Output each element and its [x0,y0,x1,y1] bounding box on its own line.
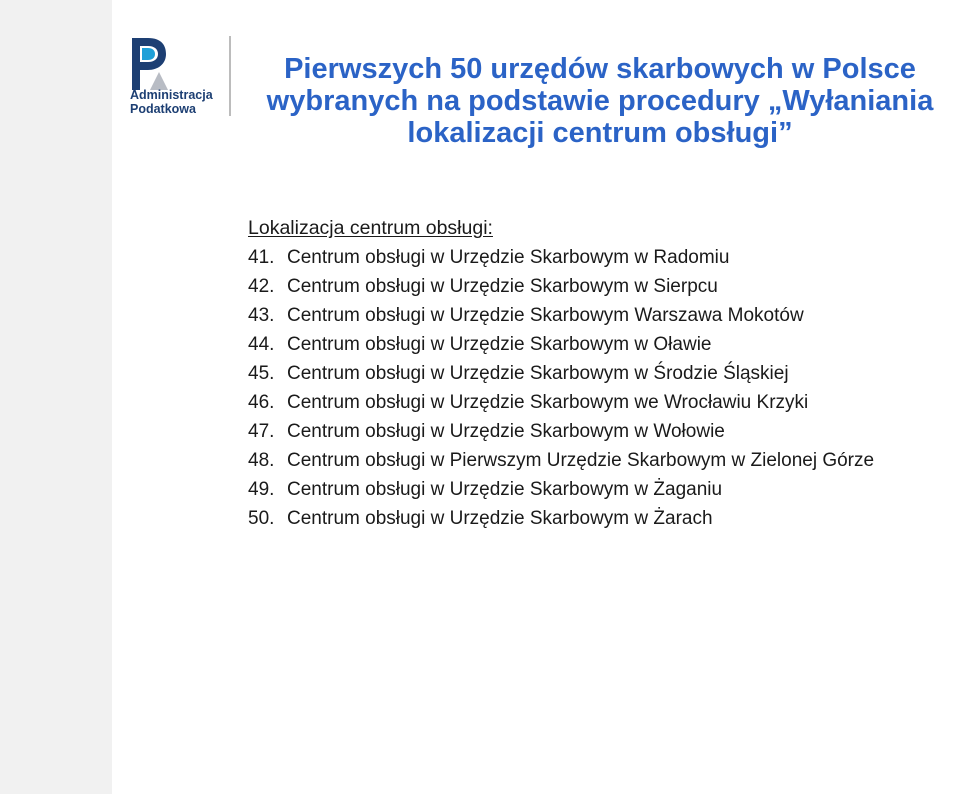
title-line-3: lokalizacji centrum obsługi” [407,117,793,149]
item-text: Centrum obsługi w Urzędzie Skarbowym Warszawa Mokotów [287,305,804,326]
logo-mark-icon [128,34,172,92]
logo-divider [229,36,231,116]
title-line-1: Pierwszych 50 urzędów skarbowych w Polsce [284,53,916,85]
item-text: Centrum obsługi w Pierwszym Urzędzie Skarbowym w Zielonej Górze [287,450,875,471]
item-text: Centrum obsługi w Urzędzie Skarbowym w Oławie [287,334,712,355]
list-item [248,388,954,417]
item-text: Centrum obsługi w Urzędzie Skarbowym w Wołowie [287,421,725,442]
list-item [248,417,954,446]
item-text: Centrum obsługi w Urzędzie Skarbowym w Żarach [287,508,713,529]
item-text: Centrum obsługi w Urzędzie Skarbowym w Sierpcu [287,276,718,297]
item-number: 42. [248,276,275,297]
item-text: Centrum obsługi w Urzędzie Skarbowym we Wrocławiu Krzyki [287,392,809,413]
slide-title [240,53,960,149]
item-number: 43. [248,305,275,326]
item-text: Centrum obsługi w Urzędzie Skarbowym w Radomiu [287,247,730,268]
list-item [248,359,954,388]
item-number: 49. [248,479,275,500]
left-margin-band [0,0,112,794]
item-number: 46. [248,392,275,413]
content-area [248,214,954,533]
item-text: Centrum obsługi w Urzędzie Skarbowym w Środzie Śląskiej [287,363,789,384]
item-number: 44. [248,334,275,355]
logo-line-1: Administracja [130,88,213,102]
title-line-2: wybranych na podstawie procedury „Wyłaniania [266,85,934,117]
administracja-podatkowa-logo [128,34,234,118]
list-item [248,475,954,504]
item-number: 41. [248,247,275,268]
item-text: Centrum obsługi w Urzędzie Skarbowym w Żaganiu [287,479,723,500]
list-item [248,243,954,272]
item-number: 45. [248,363,275,384]
list-item [248,272,954,301]
list-item [248,446,954,475]
section-heading: Lokalizacja centrum obsługi: [248,217,493,239]
logo-wordmark [130,88,213,116]
item-number: 50. [248,508,275,529]
list-item [248,504,954,533]
office-list [248,243,954,533]
item-number: 47. [248,421,275,442]
logo-line-2: Podatkowa [130,102,196,116]
list-item [248,301,954,330]
item-number: 48. [248,450,275,471]
list-item [248,330,954,359]
